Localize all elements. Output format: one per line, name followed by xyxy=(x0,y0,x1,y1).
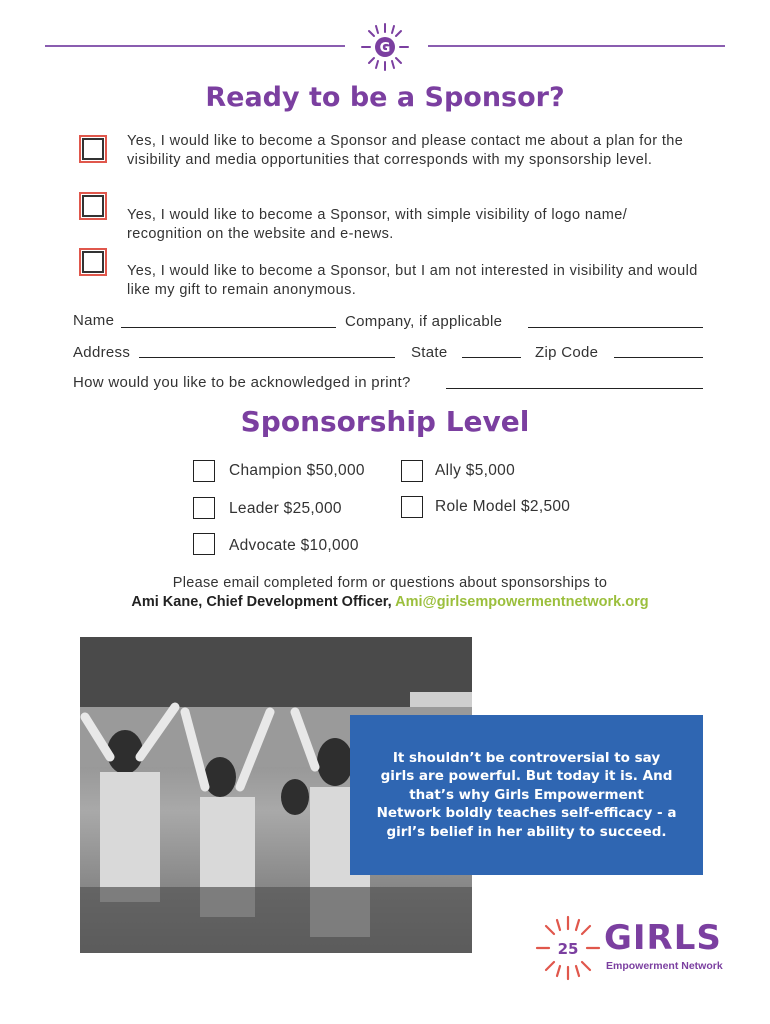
footer-sunburst-icon xyxy=(535,915,601,981)
address-label: Address xyxy=(73,344,131,361)
champion-checkbox[interactable] xyxy=(193,460,215,482)
sponsor-option-2-text: Yes, I would like to become a Sponsor, with simple visibility of logo name/ recognition on the website and e-news. xyxy=(127,207,628,242)
footer-logo-number: 25 xyxy=(557,940,579,958)
state-input[interactable] xyxy=(462,356,521,358)
footer-logo-subtitle: Empowerment Network xyxy=(606,960,723,972)
company-input[interactable] xyxy=(528,326,703,328)
champion-label: Champion $50,000 xyxy=(229,462,365,479)
sponsor-option-3-text: Yes, I would like to become a Sponsor, but I am not interested in visibility and would like my gift to remain anonymous. xyxy=(127,263,698,298)
zip-input[interactable] xyxy=(614,356,703,358)
sponsor-title: Ready to be a Sponsor? xyxy=(205,82,565,113)
header-rule-left xyxy=(45,45,345,47)
levels-title: Sponsorship Level xyxy=(240,405,530,438)
contact-name: Ami Kane, Chief Development Officer, xyxy=(131,594,392,610)
footer-logo-word: GIRLS xyxy=(604,918,722,958)
state-label: State xyxy=(411,344,448,361)
contact-email-link[interactable]: Ami@girlsempowermentnetwork.org xyxy=(395,594,649,610)
sponsor-option-1-checkbox[interactable] xyxy=(82,138,104,160)
quote-box xyxy=(350,715,703,875)
advocate-checkbox[interactable] xyxy=(193,533,215,555)
ally-checkbox[interactable] xyxy=(401,460,423,482)
name-label: Name xyxy=(73,312,115,329)
company-label: Company, if applicable xyxy=(345,313,503,330)
header-logo-icon xyxy=(360,22,410,72)
sponsor-option-1-text: Yes, I would like to become a Sponsor and please contact me about a plan for the visibility and media opportunities that corresponds with my sponsorship level. xyxy=(127,133,684,168)
ally-label: Ally $5,000 xyxy=(435,462,515,479)
acknowledge-input[interactable] xyxy=(446,387,703,389)
leader-label: Leader $25,000 xyxy=(229,500,342,517)
zip-label: Zip Code xyxy=(535,344,599,361)
advocate-label: Advocate $10,000 xyxy=(229,537,359,554)
sponsor-option-3-checkbox[interactable] xyxy=(82,251,104,273)
acknowledge-label: How would you like to be acknowledged in print? xyxy=(73,374,411,391)
quote-text: It shouldn’t be controversial to say girls are powerful. But today it is. And that’s why Girls Empowerment Network boldly teaches self-efficacy - a girl’s belief in her ability to succeed. xyxy=(376,749,677,840)
leader-checkbox[interactable] xyxy=(193,497,215,519)
role-model-label: Role Model $2,500 xyxy=(435,498,571,515)
name-input[interactable] xyxy=(121,326,336,328)
sponsor-option-2-checkbox[interactable] xyxy=(82,195,104,217)
contact-line1: Please email completed form or questions about sponsorships to xyxy=(172,575,608,591)
logo-letter: G xyxy=(379,41,391,56)
header-rule-right xyxy=(428,45,725,47)
address-input[interactable] xyxy=(139,356,395,358)
role-model-checkbox[interactable] xyxy=(401,496,423,518)
contact-line2 xyxy=(0,594,770,610)
